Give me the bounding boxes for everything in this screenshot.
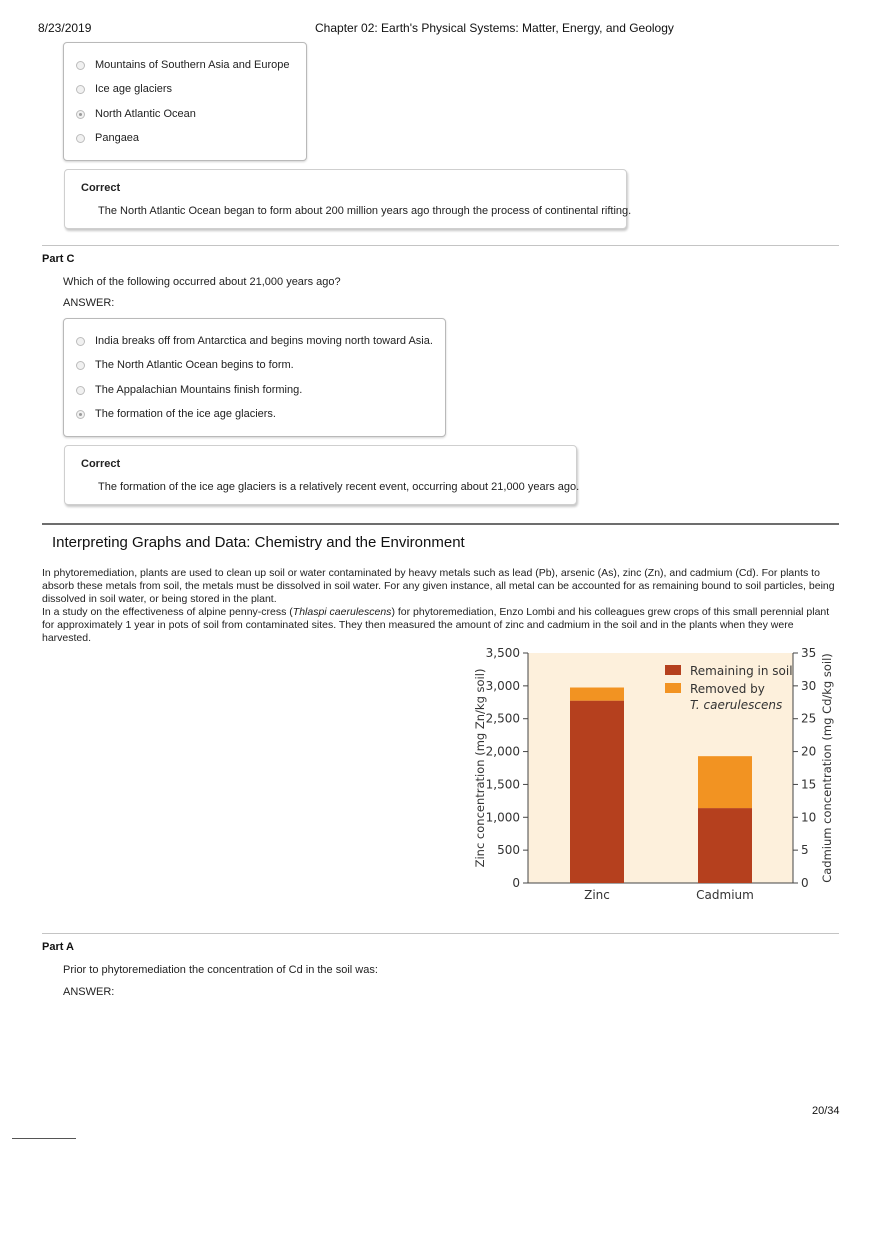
left-tick-label: 2,500 — [485, 711, 520, 726]
bar-zinc-removed — [570, 688, 624, 701]
part-c-option-3[interactable] — [76, 384, 302, 396]
part-b-options — [63, 42, 307, 161]
option-label: The Appalachian Mountains finish forming. — [95, 384, 303, 396]
radio-unselected[interactable] — [76, 61, 85, 70]
part-b-option-4[interactable] — [76, 132, 139, 144]
legend-label: Removed by — [690, 682, 765, 696]
divider — [42, 933, 839, 934]
part-c-feedback — [64, 445, 580, 505]
part-c-question: Which of the following occurred about 21,000 years ago? — [63, 276, 341, 288]
right-axis-title: Cadmium concentration (mg Cd/kg soil) — [820, 653, 834, 883]
right-tick-label: 5 — [801, 843, 809, 858]
para-text: ) for phytoremediation, Enzo Lombi and his colleagues grew crops of this small perennial plant for approximately 1 year in pots of soil from contaminated sites. They then measured the amount of zinc and cadmium in the soil and in the plants when they were harvested. — [42, 606, 830, 644]
right-tick-label: 30 — [801, 678, 817, 693]
species-name: Thlaspi caerulescens — [292, 606, 392, 618]
left-axis-title: Zinc concentration (mg Zn/kg soil) — [473, 668, 487, 868]
bar-zinc-remaining — [570, 701, 624, 883]
part-c-options — [63, 318, 446, 437]
legend-swatch-removed — [665, 683, 681, 693]
part-c-option-4[interactable] — [76, 408, 276, 420]
intro-paragraph-1: In phytoremediation, plants are used to clean up soil or water contaminated by heavy metals such as lead (Pb), arsenic (As), zinc (Zn), and cadmium (Cd). For plants to absorb these metals from soil, the metals must be dissolved in soil water. For any given instance, all metal can be accounted for as remaining bound to soil particles, being dissolved in soil water, or being stored in the plant. — [42, 567, 835, 605]
radio-unselected[interactable] — [76, 361, 85, 370]
section-title: Interpreting Graphs and Data: Chemistry and the Environment — [52, 534, 465, 551]
option-label: Pangaea — [95, 132, 140, 144]
print-title: Chapter 02: Earth's Physical Systems: Matter, Energy, and Geology — [315, 21, 674, 35]
x-tick-label: Zinc — [584, 888, 610, 902]
bar-cadmium-remaining — [698, 808, 752, 883]
chart-svg — [469, 645, 839, 902]
para-text: In a study on the effectiveness of alpine penny-cress ( — [42, 606, 293, 618]
feedback-text: The North Atlantic Ocean began to form about 200 million years ago through the process of continental rifting. — [98, 205, 632, 217]
option-label: The formation of the ice age glaciers. — [95, 408, 276, 420]
part-c-answer-label: ANSWER: — [63, 297, 115, 309]
bar-cadmium-removed — [698, 756, 752, 808]
radio-selected[interactable] — [76, 410, 85, 419]
part-a-heading: Part A — [42, 941, 74, 953]
left-tick-label: 2,000 — [485, 744, 520, 759]
x-tick-label: Cadmium — [696, 888, 754, 902]
option-label: The North Atlantic Ocean begins to form. — [95, 359, 294, 371]
right-tick-label: 10 — [801, 810, 817, 825]
part-c-heading: Part C — [42, 253, 75, 265]
part-c-option-2[interactable] — [76, 359, 294, 371]
option-label: Ice age glaciers — [95, 83, 173, 95]
part-a-answer-label: ANSWER: — [63, 986, 115, 998]
part-b-option-1[interactable] — [76, 59, 289, 71]
section-divider — [42, 523, 839, 525]
print-date: 8/23/2019 — [38, 21, 92, 35]
intro-paragraph-2 — [42, 606, 839, 645]
right-tick-label: 15 — [801, 777, 817, 792]
part-a-question: Prior to phytoremediation the concentration of Cd in the soil was: — [63, 964, 378, 976]
radio-unselected[interactable] — [76, 134, 85, 143]
page-number: 20/34 — [812, 1105, 840, 1117]
part-b-feedback — [64, 169, 632, 229]
part-c-option-1[interactable] — [76, 335, 433, 347]
option-label: North Atlantic Ocean — [95, 108, 196, 120]
option-label: Mountains of Southern Asia and Europe — [95, 59, 290, 71]
divider — [42, 245, 839, 246]
feedback-text: The formation of the ice age glaciers is a relatively recent event, occurring about 21,000 years ago. — [98, 481, 580, 493]
legend-swatch-remaining — [665, 665, 681, 675]
part-b-option-3[interactable] — [76, 108, 196, 120]
left-tick-label: 1,000 — [485, 810, 520, 825]
left-tick-label: 0 — [512, 876, 520, 890]
part-b-option-2[interactable] — [76, 83, 172, 95]
radio-unselected[interactable] — [76, 85, 85, 94]
right-tick-label: 35 — [801, 646, 817, 660]
footer-line — [12, 1138, 76, 1139]
right-tick-label: 25 — [801, 711, 817, 726]
right-tick-label: 20 — [801, 744, 817, 759]
option-label: India breaks off from Antarctica and begins moving north toward Asia. — [95, 335, 433, 347]
left-tick-label: 1,500 — [485, 777, 520, 792]
concentration-chart — [469, 645, 839, 902]
feedback-title: Correct — [81, 182, 121, 194]
radio-unselected[interactable] — [76, 337, 85, 346]
legend-label: Remaining in soil — [690, 664, 793, 678]
left-tick-label: 3,500 — [485, 646, 520, 660]
left-tick-label: 500 — [497, 843, 520, 858]
radio-selected[interactable] — [76, 110, 85, 119]
feedback-title: Correct — [81, 458, 121, 470]
legend-label: T. caerulescens — [690, 698, 783, 712]
right-tick-label: 0 — [801, 876, 809, 890]
radio-unselected[interactable] — [76, 386, 85, 395]
left-tick-label: 3,000 — [485, 678, 520, 693]
